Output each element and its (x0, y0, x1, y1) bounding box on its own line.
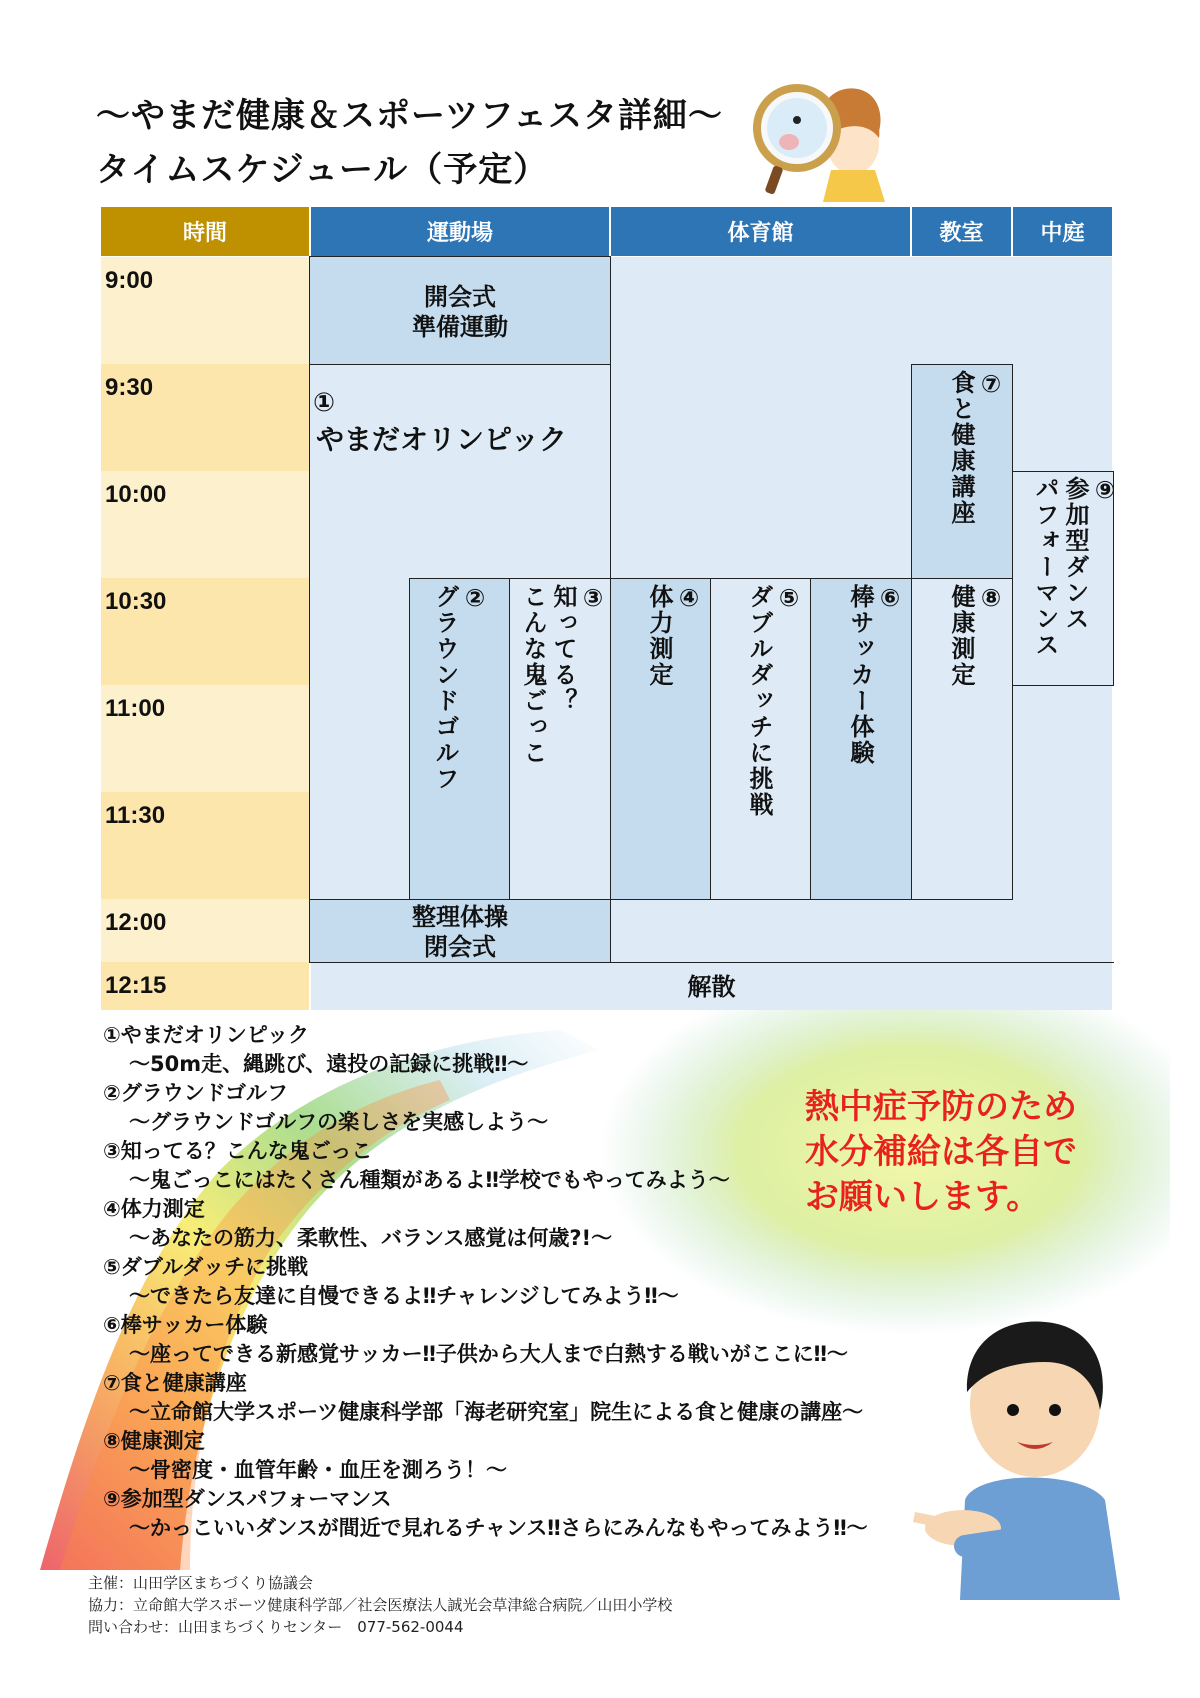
time-slot: 10:00 (101, 471, 309, 578)
description-title: ⑧健康測定 (103, 1429, 205, 1453)
time-slot: 12:00 (101, 899, 309, 962)
description-item (103, 1137, 868, 1195)
time-slot: 9:30 (101, 364, 309, 471)
header-courtyard: 中庭 (1013, 207, 1112, 256)
description-title: ⑨参加型ダンスパフォーマンス (103, 1487, 392, 1511)
description-item (103, 1427, 868, 1485)
description-title: ①やまだオリンピック (103, 1023, 309, 1047)
description-text: ～できたら友達に自慢できるよ‼チャレンジしてみよう‼～ (129, 1284, 679, 1308)
notice-line: 熱中症予防のため (805, 1087, 1077, 1127)
event-double-dutch-label: ⑤ ダブルダッチに挑戦 (745, 584, 803, 818)
footer (88, 1572, 672, 1638)
description-title: ④体力測定 (103, 1197, 205, 1221)
event-dismissal-label: 解散 (687, 973, 736, 1001)
event-fitness-label: ④ 体力測定 (645, 584, 703, 688)
description-item (103, 1253, 868, 1311)
page-subtitle: タイムスケジュール（予定） (96, 150, 549, 190)
description-text: ～かっこいいダンスが間近で見れるチャンス‼さらにみんなもやってみよう‼～ (129, 1516, 868, 1540)
notice-line: お願いします。 (805, 1177, 1041, 1217)
description-item (103, 1485, 868, 1543)
event-dance-label: ⑨ 参加型ダンス パフォーマンス (1031, 476, 1119, 658)
description-text: ～グラウンドゴルフの楽しさを実感しよう～ (129, 1110, 549, 1134)
description-item (103, 1311, 868, 1369)
event-olympic-number: ① (313, 388, 336, 418)
event-olympic-label: やまだオリンピック (316, 423, 567, 456)
footer-contact: 問い合わせ：山田まちづくりセンター 077-562-0044 (88, 1618, 464, 1636)
event-descriptions (103, 1021, 868, 1543)
description-title: ⑥棒サッカー体験 (103, 1313, 268, 1337)
description-item (103, 1369, 868, 1427)
event-dismissal-border (309, 962, 1114, 963)
description-title: ⑤ダブルダッチに挑戦 (103, 1255, 309, 1279)
heatstroke-notice (805, 1085, 1077, 1220)
event-health-check-label: ⑧ 健康測定 (947, 584, 1005, 688)
page-title: ～やまだ健康＆スポーツフェスタ詳細～ (96, 96, 723, 136)
time-slot: 12:15 (101, 962, 309, 1010)
description-text: ～50m走、縄跳び、遠投の記録に挑戦‼～ (129, 1052, 529, 1076)
header-classroom: 教室 (912, 207, 1011, 256)
event-ground-golf-label: ② グラウンドゴルフ (431, 584, 489, 792)
footer-host: 主催：山田学区まちづくり協議会 (88, 1574, 313, 1592)
description-title: ②グラウンドゴルフ (103, 1081, 288, 1105)
event-closing-label: 整理体操 閉会式 (412, 903, 508, 961)
description-text: ～鬼ごっこにはたくさん種類があるよ‼学校でもやってみよう～ (129, 1168, 730, 1192)
description-text: ～座ってできる新感覚サッカー‼子供から大人まで白熱する戦いがここに‼～ (129, 1342, 848, 1366)
footer-cooperation: 協力：立命館大学スポーツ健康科学部／社会医療法人誠光会草津総合病院／山田小学校 (88, 1596, 673, 1614)
time-slot: 10:30 (101, 578, 309, 685)
header-time: 時間 (101, 207, 309, 256)
description-text: ～あなたの筋力、柔軟性、バランス感覚は何歳?!～ (129, 1226, 613, 1250)
description-text: ～骨密度・血管年齢・血圧を測ろう！～ (129, 1458, 507, 1482)
description-item (103, 1195, 868, 1253)
event-opening-label: 開会式 準備運動 (412, 283, 508, 341)
description-text: ～立命館大学スポーツ健康科学部「海老研究室」院生による食と健康の講座～ (129, 1400, 864, 1424)
header-gym: 体育館 (611, 207, 910, 256)
event-bou-soccer-label: ⑥ 棒サッカー体験 (846, 584, 904, 766)
header-field: 運動場 (311, 207, 609, 256)
event-food-health-label: ⑦ 食と健康講座 (947, 370, 1005, 526)
description-item (103, 1021, 868, 1079)
notice-line: 水分補給は各自で (805, 1132, 1077, 1172)
description-title: ③知ってる？こんな鬼ごっこ (103, 1139, 373, 1163)
time-slot: 9:00 (101, 257, 309, 364)
time-slot: 11:30 (101, 792, 309, 899)
pointing-boy-illustration (905, 1300, 1155, 1600)
description-title: ⑦食と健康講座 (103, 1371, 247, 1395)
description-item (103, 1079, 868, 1137)
event-onigokko-label: ③ 知ってる？ こんな鬼ごっこ (519, 584, 607, 766)
time-slot: 11:00 (101, 685, 309, 792)
magnifying-glass-girl-illustration (745, 72, 895, 202)
